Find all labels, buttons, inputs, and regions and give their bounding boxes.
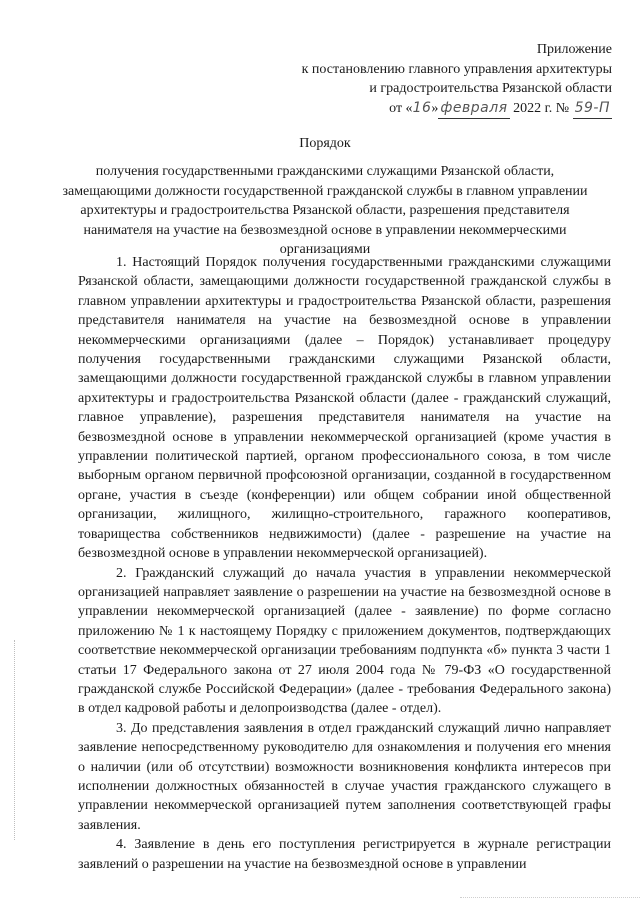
- appendix-header: [250, 40, 612, 119]
- handwritten-month: февраля: [438, 99, 509, 120]
- document-title-block: [60, 136, 590, 260]
- resolution-reference: к постановлению главного управления архитектуры: [301, 61, 612, 77]
- appendix-label: Приложение: [536, 42, 612, 57]
- paragraph-1: 1. Настоящий Порядок получения государственными гражданскими служащими Рязанской области, замещающими должности государственной гражданской службы в главном управлении архитектуры и градостроительства Рязанской области, разрешения представителя нанимателя на участие на безвозмездной основе в управлении некоммерческими организациями (далее – Порядок) устанавливает процедуру получения государственными гражданскими служащими Рязанской области, замещающими должности государственной гражданской службы в главном управлении архитектуры и градостроительства Рязанской области (далее - гражданский служащий, главное управление), разрешения представителя нанимателя на участие на безвозмездной основе в управлении некоммерческой организацией (кроме участия в управлении политической партией, органом профессионального союза, в том числе выборным органом первичной профсоюзной организации, созданной в государственном органе, участия в съезде (конференции) или общем собрании иной общественной организации, жилищного, жилищно-строительного, гаражного кооперативов, товарищества собственников недвижимости) (далее - разрешение на участие на безвозмездной основе в управлении некоммерческой организацией).: [78, 255, 611, 562]
- handwritten-doc-number: 59-П: [573, 99, 612, 120]
- scan-artifact-vertical: [14, 640, 16, 840]
- document-body: [78, 253, 611, 874]
- date-number-line: от «16» февраля 2022 г. № 59-П: [250, 99, 612, 120]
- paragraph-4: 4. Заявление в день его поступления регистрируется в журнале регистрации заявлений о разрешении на участие на безвозмездной основе в управлении: [78, 837, 611, 872]
- handwritten-day: 16: [412, 99, 432, 116]
- authority-name: и градостроительства Рязанской области: [369, 81, 612, 96]
- document-title: Порядок: [299, 136, 351, 151]
- paragraph-2: 2. Гражданский служащий до начала участия в управлении некоммерческой организацией направляет заявление о разрешении на участие на безвозмездной основе в управлении некоммерческой организацией (далее - заявление) по форме согласно приложению № 1 к настоящему Порядку с приложением документов, подтверждающих соответствие некоммерческой организации требованиям подпункта «б» пункта 3 части 1 статьи 17 Федерального закона от 27 июля 2004 года № 79-ФЗ «О государственной гражданской службе Российской Федерации» (далее - требования Федерального закона) в отдел кадровой работы и делопроизводства (далее - отдел).: [78, 565, 611, 717]
- document-subtitle: получения государственными гражданскими служащими Рязанской области, замещающими должности государственной гражданской службы в главном управлении архитектуры и градостроительства Рязанской области, разрешения представителя нанимателя на участие на безвозмездной основе в управлении некоммерческими организациями: [62, 164, 588, 258]
- paragraph-3: 3. До представления заявления в отдел гражданский служащий лично направляет заявление непосредственному руководителю для ознакомления и получения его мнения о наличии (или об отсутствии) возможности возникновения конфликта интересов при исполнении должностных обязанностей в случае участия гражданского служащего в управлении некоммерческой организацией путем заполнения соответствующей графы заявления.: [78, 720, 611, 833]
- scan-artifact-horizontal: [460, 897, 640, 899]
